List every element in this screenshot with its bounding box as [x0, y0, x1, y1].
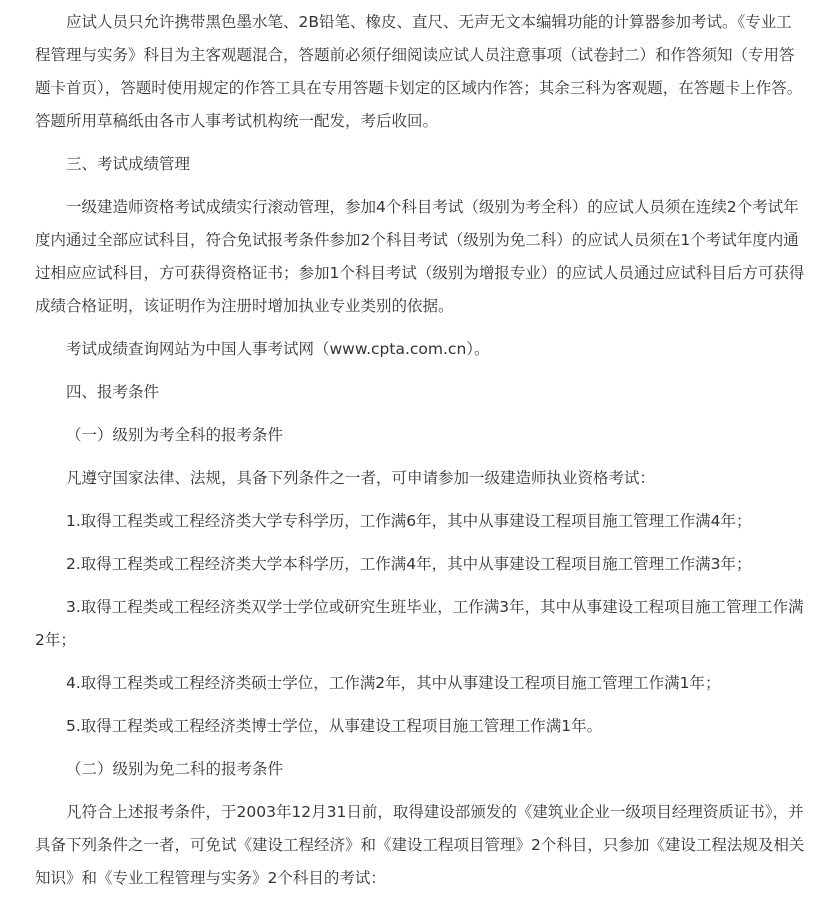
paragraph-eligibility-intro: 凡遵守国家法律、法规，具备下列条件之一者，可申请参加一级建造师执业资格考试：	[66, 469, 656, 487]
list-item: 5.取得工程类或工程经济类博士学位，从事建设工程项目施工管理工作满1年。	[66, 717, 603, 735]
list-item: 4.取得工程类或工程经济类硕士学位，工作满2年，其中从事建设工程项目施工管理工作满1年；	[66, 674, 721, 692]
section-heading-score-management: 三、考试成绩管理	[66, 155, 191, 173]
subheading-exempt-two-subjects: （二）级别为免二科的报考条件	[66, 760, 284, 778]
paragraph-rolling-management: 一级建造师资格考试成绩实行滚动管理，参加4个科目考试（级别为考全科）的应试人员须在连续2个考试年度内通过全部应试科目，符合免试报考条件参加2个科目考试（级别为免二科）的应试人员须在1个考试年度内通过相应应试科目，方可获得资格证书；参加1个科目考试（级别为增报专业）的应试人员通过应试科目后方可获得成绩合格证明，该证明作为注册时增加执业专业类别的依据。	[35, 198, 805, 315]
list-item: 2.取得工程类或工程经济类大学本科学历，工作满4年，其中从事建设工程项目施工管理工作满3年；	[66, 555, 752, 573]
section-heading-eligibility: 四、报考条件	[66, 383, 160, 401]
paragraph-score-query-site: 考试成绩查询网站为中国人事考试网（www.cpta.com.cn）。	[66, 340, 490, 358]
subheading-full-subjects: （一）级别为考全科的报考条件	[66, 426, 284, 444]
article-body	[35, 0, 805, 895]
paragraph-exam-tools: 应试人员只允许携带黑色墨水笔、2B铅笔、橡皮、直尺、无声无文本编辑功能的计算器参加考试。《专业工程管理与实务》科目为主客观题混合，答题前必须仔细阅读应试人员注意事项（试卷封二）和作答须知（专用答题卡首页），答题时使用规定的作答工具在专用答题卡划定的区域内作答；其余三科为客观题，在答题卡上作答。答题所用草稿纸由各市人事考试机构统一配发，考后收回。	[35, 13, 803, 130]
list-item: 3.取得工程类或工程经济类双学士学位或研究生班毕业，工作满3年，其中从事建设工程项目施工管理工作满2年；	[35, 598, 804, 649]
paragraph-exemption-conditions: 凡符合上述报考条件，于2003年12月31日前，取得建设部颁发的《建筑业企业一级项目经理资质证书》，并具备下列条件之一者，可免试《建设工程经济》和《建设工程项目管理》2个科目，只参加《建设工程法规及相关知识》和《专业工程管理与实务》2个科目的考试：	[35, 803, 805, 887]
list-item: 1.取得工程类或工程经济类大学专科学历，工作满6年，其中从事建设工程项目施工管理工作满4年；	[66, 512, 752, 530]
